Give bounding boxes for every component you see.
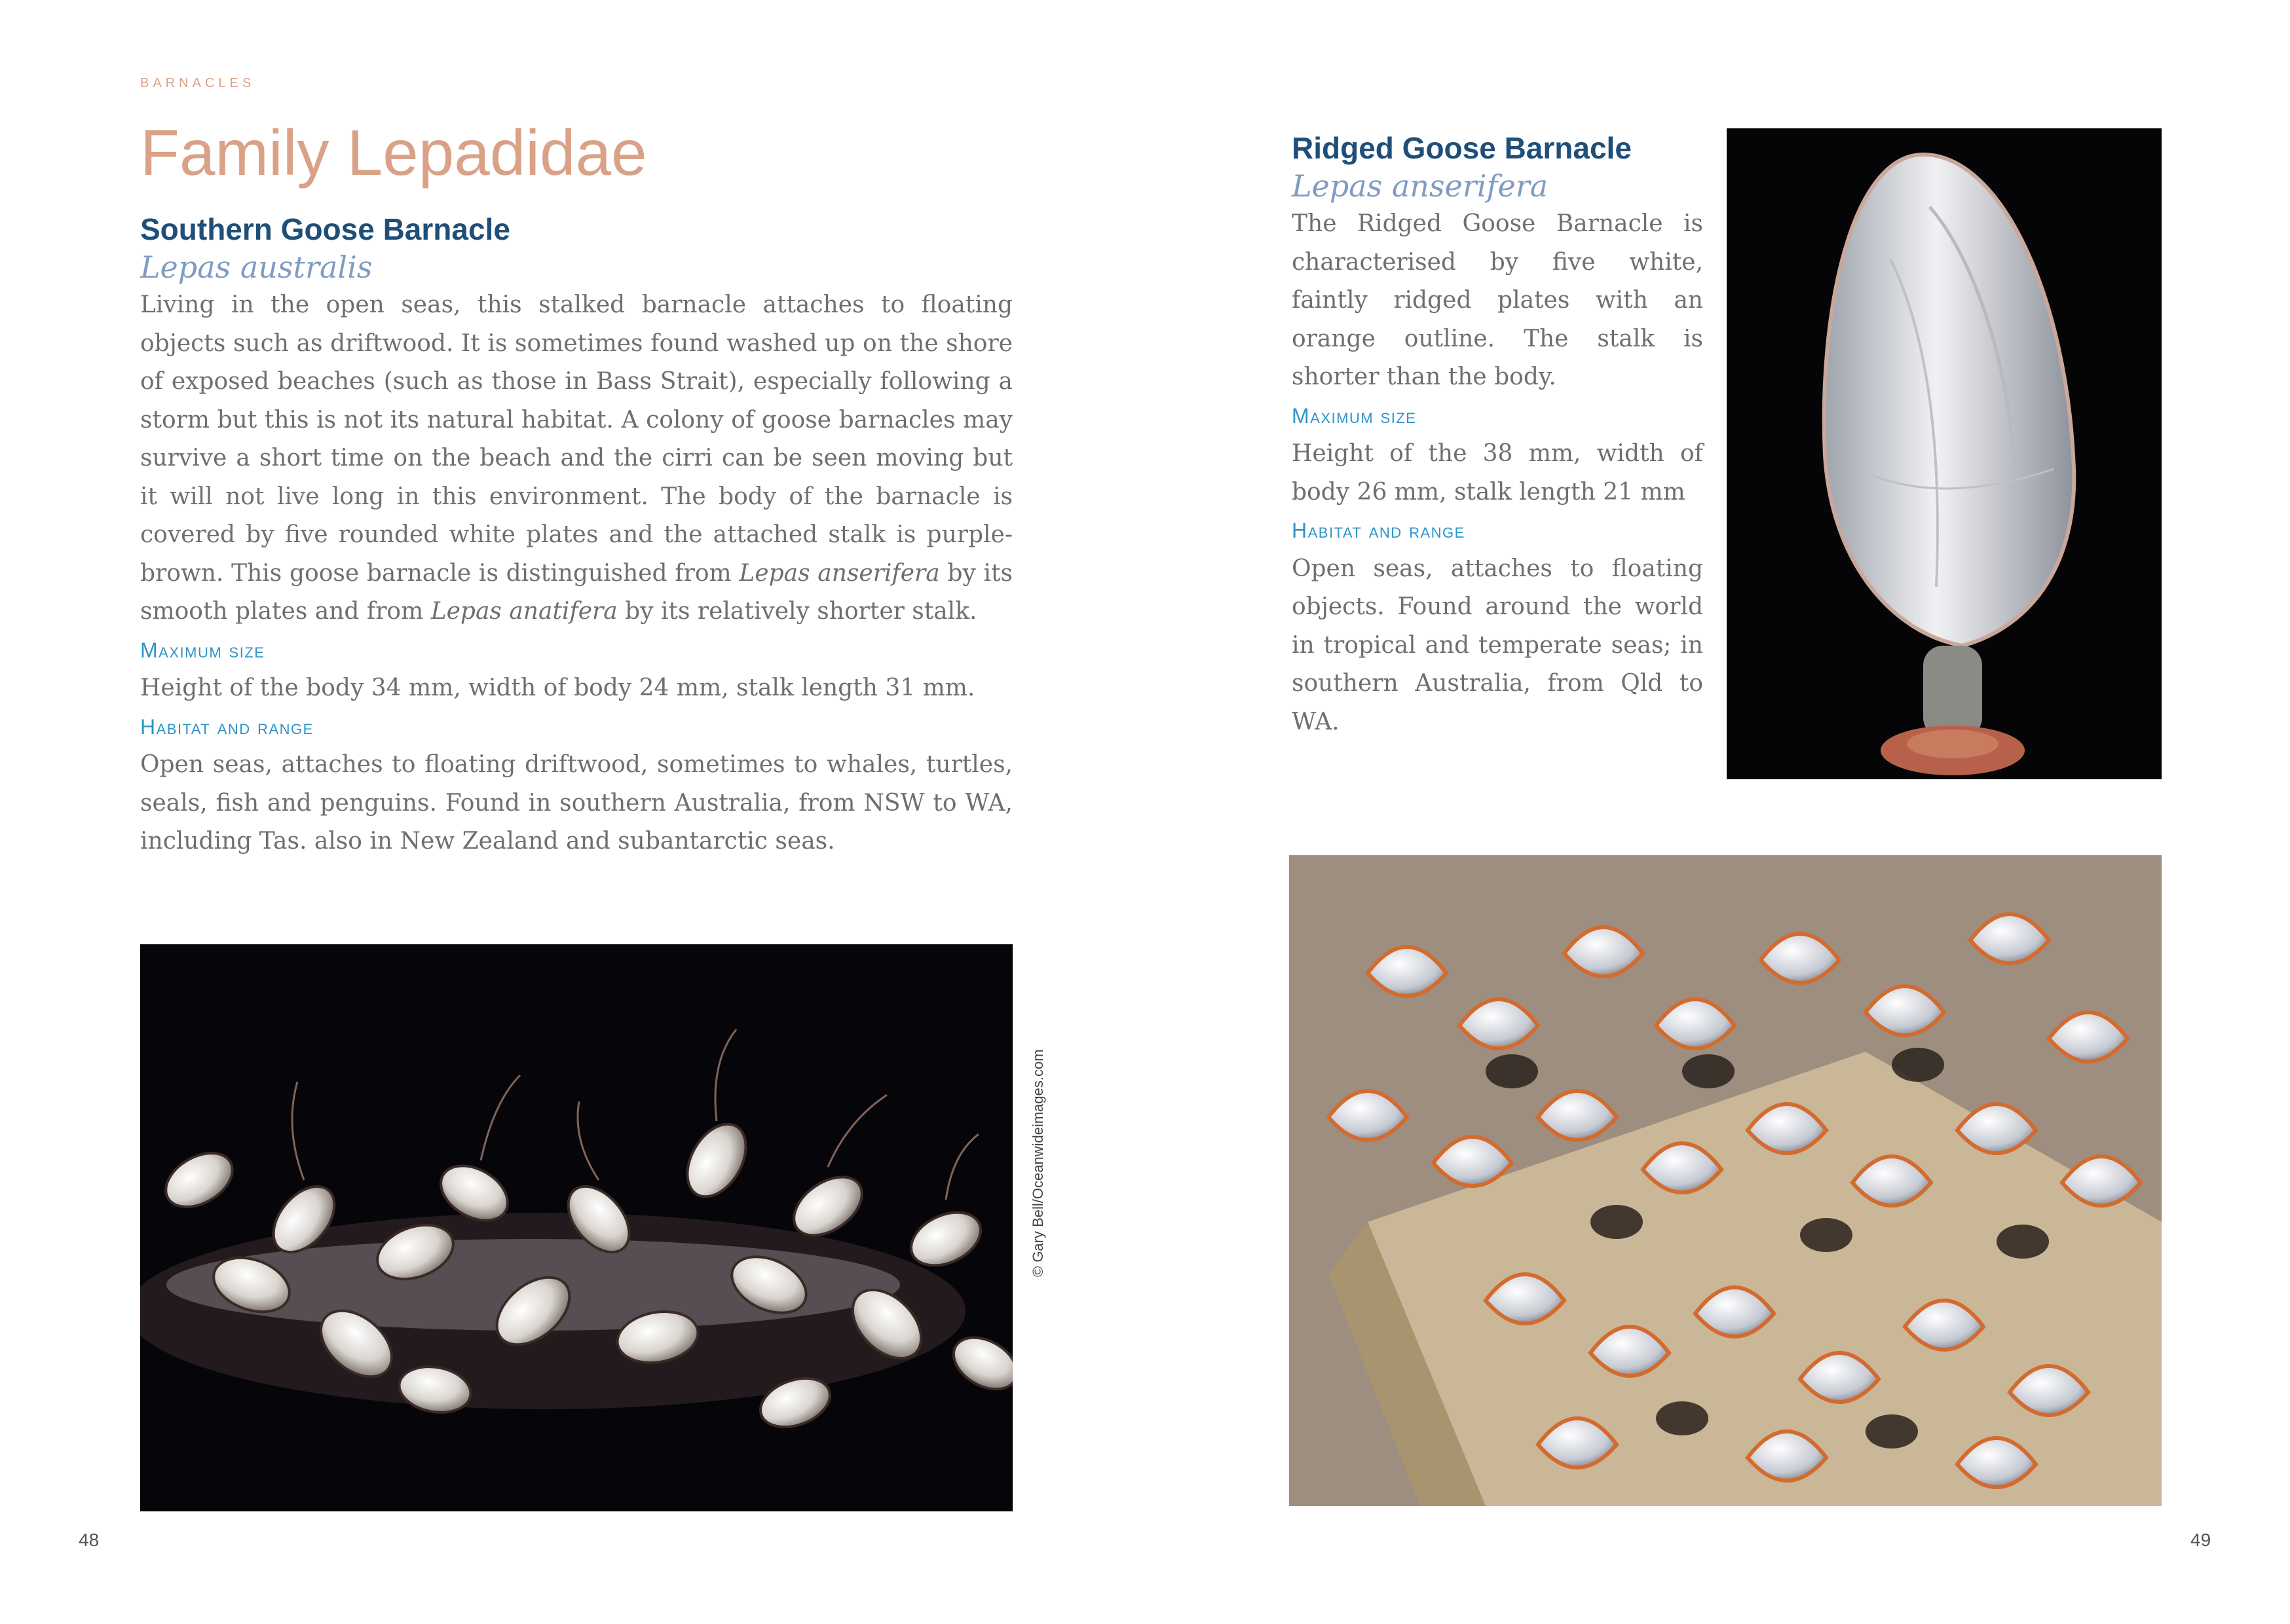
max-size-text: Height of the body 34 mm, width of body 24 mm, stalk length 31 mm. xyxy=(140,674,975,701)
barnacle-colony-illustration xyxy=(140,944,1013,1511)
description-italic-1: Lepas anserifera xyxy=(739,559,940,587)
colony-on-wood-illustration xyxy=(1289,855,2162,1506)
max-size-heading: Maximum size xyxy=(140,638,265,662)
left-species-entry xyxy=(140,211,1013,861)
species-scientific-name: Lepas anserifera xyxy=(1292,168,1549,204)
right-species-entry xyxy=(1292,130,1703,741)
description-part-3: by its relatively shorter stalk. xyxy=(617,598,977,625)
habitat-heading: Habitat and range xyxy=(1292,519,1465,542)
habitat-heading: Habitat and range xyxy=(140,714,314,739)
single-barnacle-illustration xyxy=(1727,128,2162,779)
habitat-text: Open seas, attaches to floating objects. Found around the world in tropical and temperate seas; in southern Australia, from Qld to WA. xyxy=(1292,555,1703,735)
description-part-2: by its smooth plates and from xyxy=(140,559,1013,625)
section-label: BARNACLES xyxy=(140,76,255,90)
description-italic-2: Lepas anatifera xyxy=(430,598,618,625)
family-title: Family Lepadidae xyxy=(140,117,647,189)
page-number-left: 48 xyxy=(79,1530,100,1550)
photo-credit: © Gary Bell/Oceanwideimages.com xyxy=(1030,1049,1046,1277)
max-size-heading: Maximum size xyxy=(1292,403,1417,428)
species-scientific-name: Lepas australis xyxy=(140,249,373,285)
barnacle-colony-on-wood-photo xyxy=(1289,855,2162,1506)
southern-goose-barnacle-photo xyxy=(140,944,1013,1511)
max-size-text: Height of the 38 mm, width of body 26 mm, stalk length 21 mm xyxy=(1292,440,1703,506)
ridged-goose-barnacle-photo xyxy=(1727,128,2162,779)
page-number-right: 49 xyxy=(2190,1530,2211,1550)
species-common-name: Southern Goose Barnacle xyxy=(140,212,510,246)
description-part-1: Living in the open seas, this stalked barnacle attaches to floating objects such as driftwood. It is sometimes found washed up on the shore of exposed beaches (such as those in Bass Strait), especially following a storm but this is not its natural habitat. A colony of goose barnacles may survive a short time on the beach and the cirri can be seen moving but it will not live long in this environment. The body of the barnacle is covered by five rounded white plates and the attached stalk is purple-brown. This goose barnacle is distinguished from xyxy=(140,291,1013,587)
species-description: The Ridged Goose Barnacle is characterised by five white, faintly ridged plates with an orange outline. The stalk is shorter than the body. xyxy=(1292,210,1703,390)
habitat-text: Open seas, attaches to floating driftwood, sometimes to whales, turtles, seals, fish and penguins. Found in southern Australia, from NSW to WA, including Tas. also in New Zealand and subantarctic seas. xyxy=(140,751,1013,855)
species-common-name: Ridged Goose Barnacle xyxy=(1292,131,1632,165)
species-description xyxy=(140,286,1013,631)
